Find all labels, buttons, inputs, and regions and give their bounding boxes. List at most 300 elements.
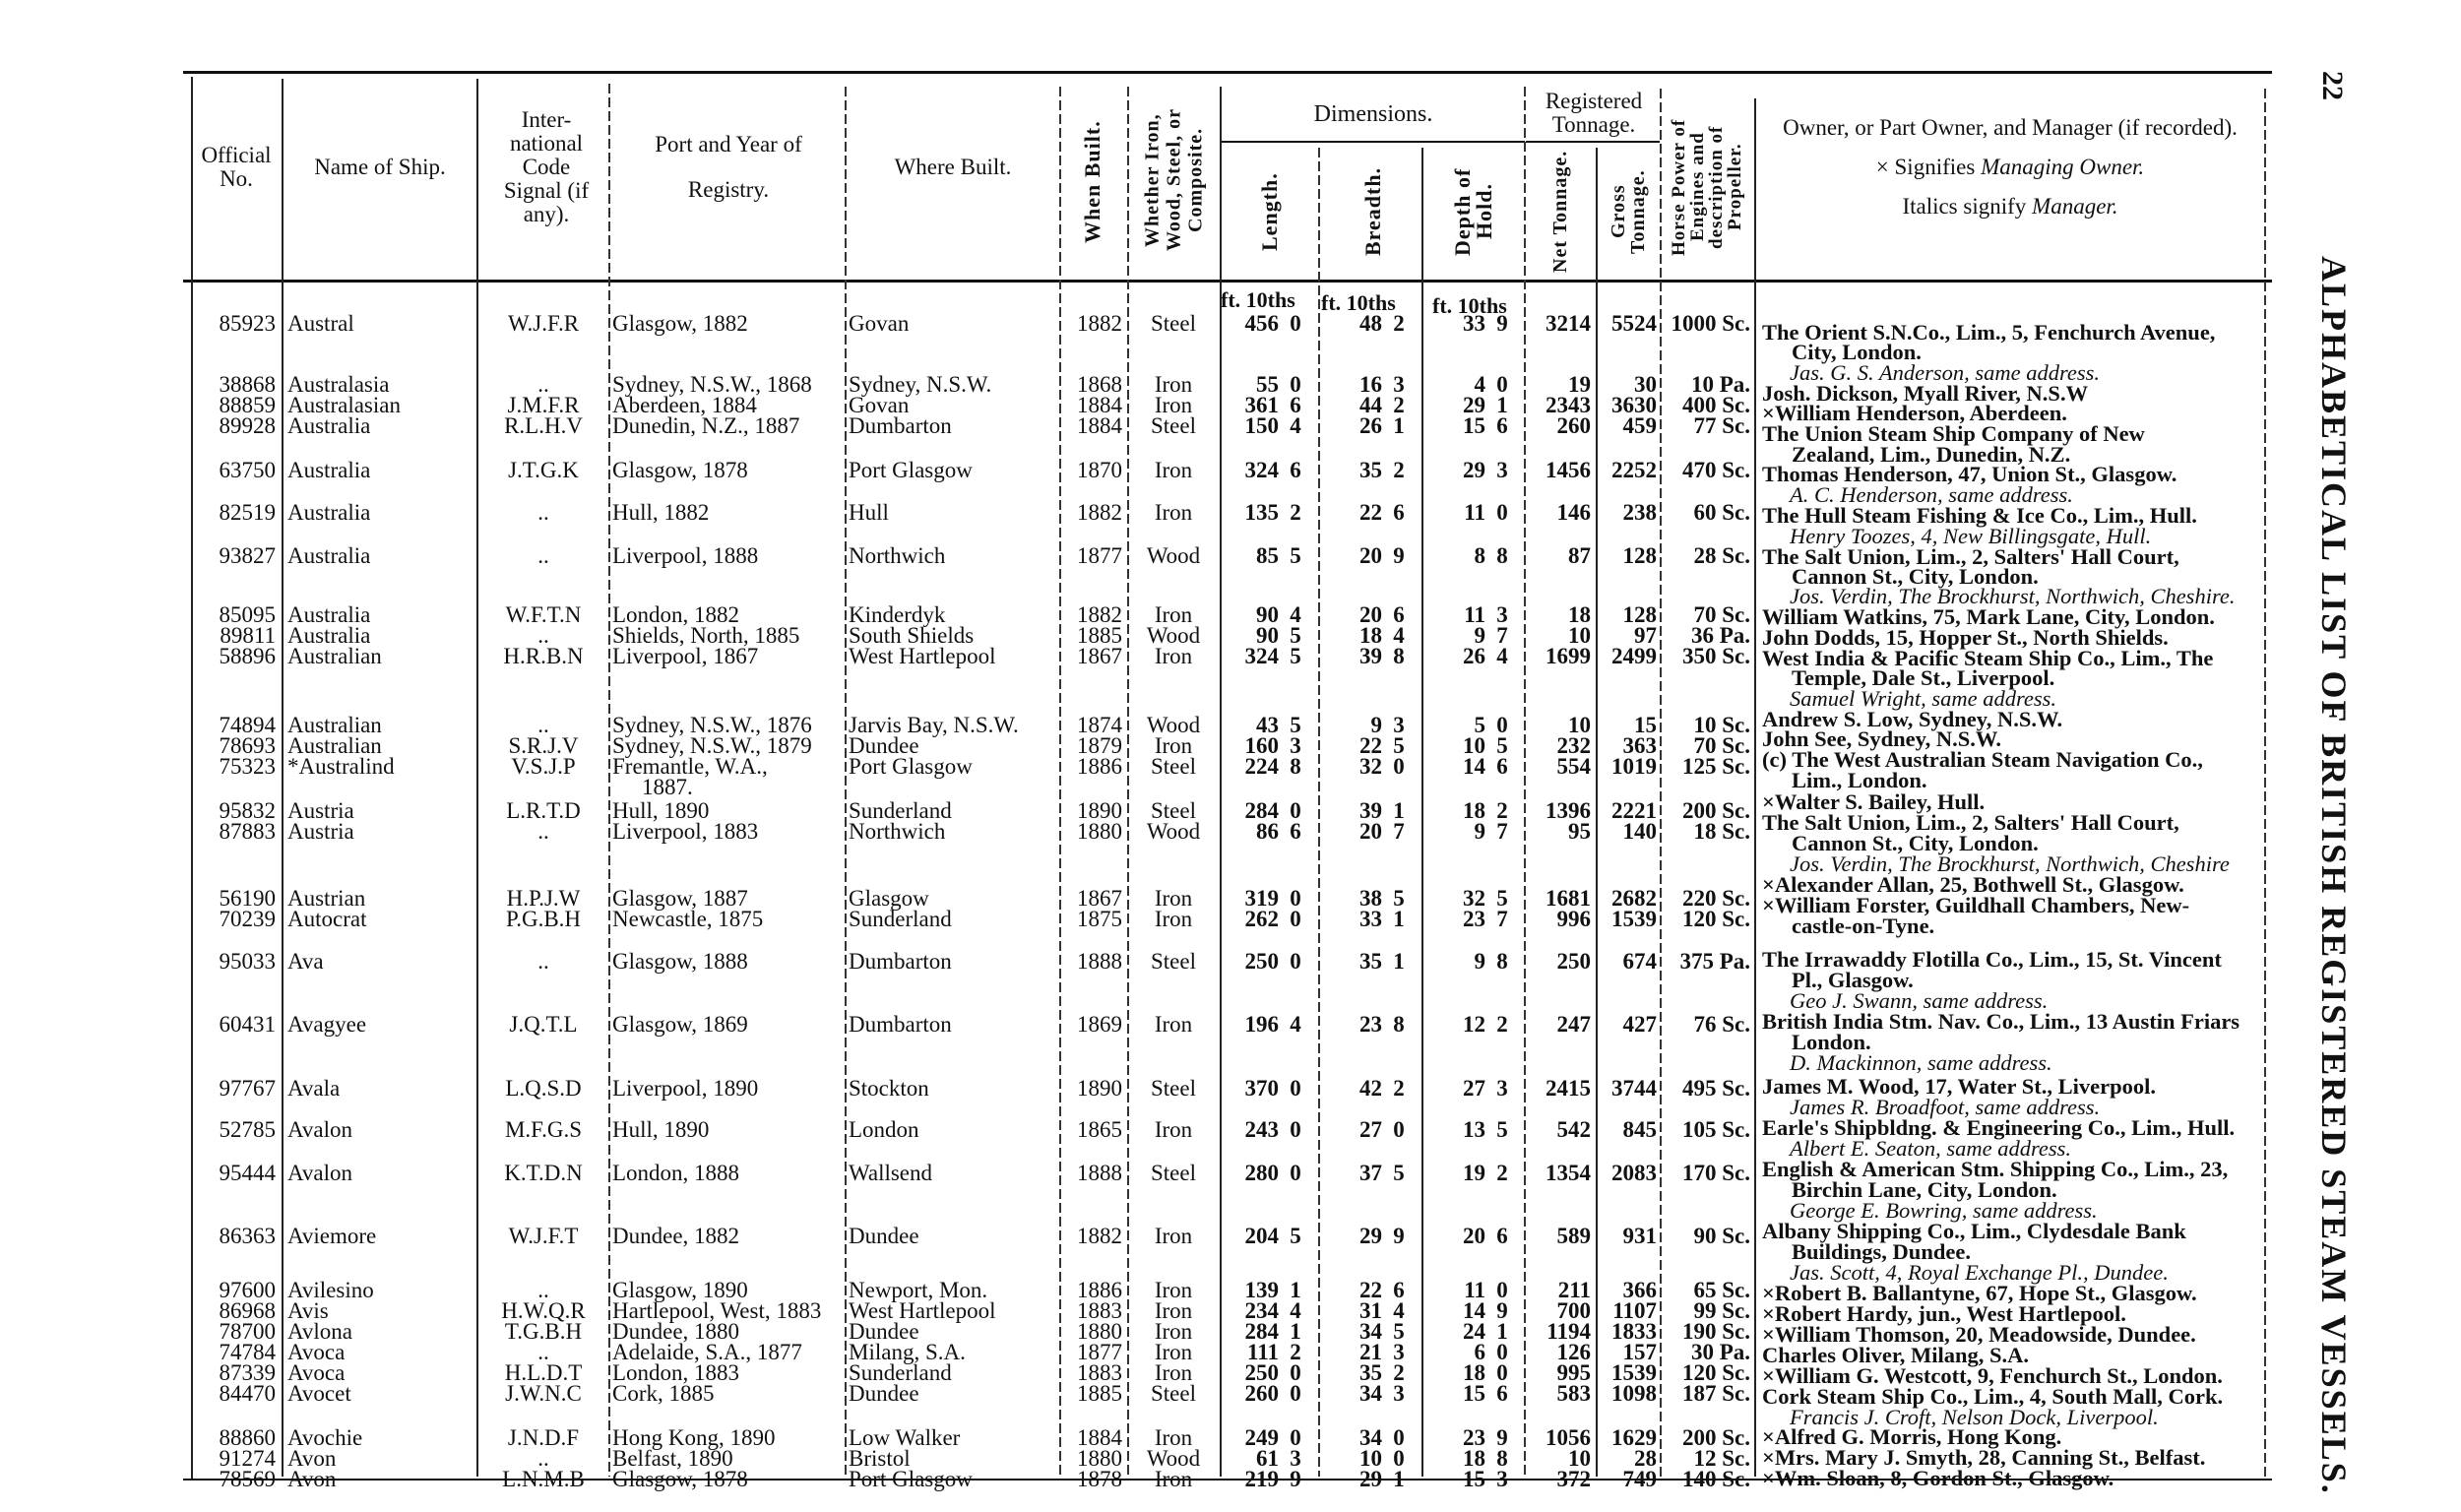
breadth-cell: 20 7	[1359, 819, 1405, 844]
header-horse-power: Horse Power of Engines and description of Propeller.	[1669, 118, 1745, 256]
horse-power-cell: 76 Sc.	[1693, 1012, 1750, 1037]
where-built-cell: Port Glasgow	[849, 1467, 973, 1491]
owner-line: Josh. Dickson, Myall River, N.S.W	[1762, 381, 2089, 406]
horse-power-cell: 65 Sc.	[1693, 1278, 1750, 1302]
horse-power-cell: 99 Sc.	[1693, 1298, 1750, 1323]
where-built-cell: Stockton	[849, 1076, 929, 1101]
code-signal-cell: J.M.F.R	[507, 393, 580, 417]
horse-power-cell: 90 Sc.	[1693, 1224, 1750, 1248]
code-signal-cell: ..	[537, 713, 549, 737]
breadth-cell: 29 1	[1359, 1467, 1405, 1491]
material-cell: Iron	[1154, 1224, 1193, 1248]
owner-line: ×Robert Hardy, jun., West Hartlepool.	[1762, 1301, 2126, 1326]
net-tonnage-cell: 3214	[1546, 311, 1591, 336]
depth-cell: 19 2	[1463, 1161, 1508, 1185]
gross-tonnage-cell: 845	[1622, 1117, 1657, 1142]
when-built-cell: 1879	[1077, 733, 1122, 758]
owner-line: Thomas Henderson, 47, Union St., Glasgow.	[1762, 462, 2177, 486]
port-year-cell: Hull, 1890	[612, 1117, 710, 1142]
length-cell: 43 5	[1256, 713, 1301, 737]
breadth-cell: 23 8	[1359, 1012, 1405, 1037]
ship-name-cell: Avis	[287, 1298, 329, 1323]
owner-line: Charles Oliver, Milang, S.A.	[1762, 1343, 2030, 1367]
owner-line: ×Walter S. Bailey, Hull.	[1762, 789, 1986, 814]
code-signal-cell: L.Q.S.D	[505, 1076, 582, 1101]
owner-line: ×William Henderson, Aberdeen.	[1762, 401, 2067, 425]
ship-name-cell: Avalon	[287, 1161, 353, 1185]
where-built-cell: Northwich	[849, 543, 946, 568]
port-year-cell: London, 1883	[612, 1360, 740, 1385]
port-year-cell: Sydney, N.S.W., 1879	[612, 733, 812, 758]
breadth-cell: 48 2	[1359, 311, 1405, 336]
owner-note-manager: Italics signify Manager.	[1902, 194, 2118, 219]
manager-line: Geo J. Swann, same address.	[1790, 988, 2049, 1013]
gross-tonnage-cell: 427	[1622, 1012, 1657, 1037]
owner-line: Cork Steam Ship Co., Lim., 4, South Mall, Cork.	[1762, 1384, 2224, 1409]
gross-tonnage-cell: 238	[1622, 500, 1657, 525]
where-built-cell: Sunderland	[849, 798, 952, 823]
depth-cell: 18 2	[1463, 798, 1508, 823]
where-built-cell: Dumbarton	[849, 413, 952, 438]
owner-line: ×Alfred G. Morris, Hong Kong.	[1762, 1424, 2062, 1449]
gross-tonnage-cell: 140	[1622, 819, 1657, 844]
length-cell: 262 0	[1244, 907, 1301, 931]
code-signal-cell: W.F.T.N	[505, 602, 582, 627]
col-divider	[476, 79, 478, 1477]
official-no-cell: 87883	[219, 819, 276, 844]
depth-cell: 4 0	[1474, 372, 1508, 397]
length-cell: 456 0	[1244, 311, 1301, 336]
when-built-cell: 1870	[1077, 458, 1122, 482]
horse-power-cell: 220 Sc.	[1682, 886, 1750, 911]
length-cell: 219 9	[1244, 1467, 1301, 1491]
gross-tonnage-cell: 157	[1622, 1340, 1657, 1364]
official-no-cell: 91274	[219, 1446, 276, 1471]
breadth-cell: 9 3	[1370, 713, 1405, 737]
when-built-cell: 1884	[1077, 1425, 1122, 1450]
owner-continuation: castle-on-Tyne.	[1792, 914, 1935, 938]
official-no-cell: 70239	[219, 907, 276, 931]
header-owner	[1754, 113, 2266, 231]
where-built-cell: Dumbarton	[849, 949, 952, 974]
code-signal-cell: ..	[537, 500, 549, 525]
manager-line: D. Mackinnon, same address.	[1790, 1050, 2052, 1075]
official-no-cell: 60431	[219, 1012, 276, 1037]
where-built-cell: Jarvis Bay, N.S.W.	[849, 713, 1019, 737]
ship-name-cell: Avilesino	[287, 1278, 374, 1302]
owner-line: John Dodds, 15, Hopper St., North Shields.	[1762, 625, 2169, 650]
ship-name-cell: Ava	[287, 949, 324, 974]
code-signal-cell: J.T.G.K	[508, 458, 579, 482]
depth-cell: 15 6	[1463, 413, 1508, 438]
header-length: Length.	[1257, 172, 1282, 251]
material-cell: Iron	[1154, 1117, 1193, 1142]
header-breadth: Breadth.	[1360, 166, 1385, 257]
code-signal-cell: K.T.D.N	[504, 1161, 583, 1185]
tonnage-underline	[1526, 141, 1660, 143]
depth-cell: 32 5	[1463, 886, 1508, 911]
owner-line: The Orient S.N.Co., Lim., 5, Fenchurch Avenue,	[1762, 320, 2216, 345]
horse-power-cell: 125 Sc.	[1682, 754, 1750, 779]
port-year-cell: Aberdeen, 1884	[612, 393, 757, 417]
where-built-cell: Northwich	[849, 819, 946, 844]
header-gross: Gross Tonnage.	[1608, 169, 1649, 254]
depth-cell: 15 6	[1463, 1381, 1508, 1406]
horse-power-cell: 70 Sc.	[1693, 602, 1750, 627]
horse-power-cell: 120 Sc.	[1682, 1360, 1750, 1385]
code-signal-cell: S.R.J.V	[508, 733, 579, 758]
header-where-built: Where Built.	[894, 155, 1012, 179]
when-built-cell: 1877	[1077, 543, 1122, 568]
where-built-cell: Govan	[849, 393, 910, 417]
horse-power-cell: 170 Sc.	[1682, 1161, 1750, 1185]
owner-note-managing: × Signifies Managing Owner.	[1875, 155, 2145, 179]
ship-name-cell: Avoca	[287, 1340, 346, 1364]
material-cell: Steel	[1151, 1076, 1196, 1101]
owner-continuation: London.	[1792, 1030, 1871, 1054]
where-built-cell: Sunderland	[849, 1360, 952, 1385]
horse-power-cell: 375 Pa.	[1679, 949, 1750, 974]
material-cell: Iron	[1154, 1319, 1193, 1344]
official-no-cell: 89928	[219, 413, 276, 438]
horse-power-cell: 10 Sc.	[1693, 713, 1750, 737]
gross-tonnage-cell: 674	[1622, 949, 1657, 974]
gross-tonnage-cell: 366	[1622, 1278, 1657, 1302]
gross-tonnage-cell: 459	[1622, 413, 1657, 438]
header-dimensions: Dimensions.	[1313, 101, 1433, 127]
material-cell: Iron	[1154, 907, 1193, 931]
length-cell: 370 0	[1244, 1076, 1301, 1101]
horse-power-cell: 70 Sc.	[1693, 733, 1750, 758]
ship-name-cell: Avon	[287, 1467, 337, 1491]
page-number: 22	[2316, 71, 2349, 100]
where-built-cell: Dundee	[849, 1381, 919, 1406]
manager-line: Henry Toozes, 4, New Billingsgate, Hull.	[1790, 524, 2152, 548]
ship-name-cell: Australia	[287, 458, 371, 482]
where-built-cell: Wallsend	[849, 1161, 933, 1185]
length-cell: 61 3	[1256, 1446, 1301, 1471]
material-cell: Steel	[1151, 1161, 1196, 1185]
breadth-cell: 10 0	[1359, 1446, 1405, 1471]
unit-breadth: ft. 10ths	[1321, 290, 1396, 315]
length-cell: 280 0	[1244, 1161, 1301, 1185]
gross-tonnage-cell: 97	[1634, 623, 1657, 648]
code-signal-cell: ..	[537, 543, 549, 568]
ship-name-cell: Australia	[287, 543, 371, 568]
horse-power-cell: 350 Sc.	[1682, 644, 1750, 668]
col-divider	[1059, 87, 1061, 1477]
depth-cell: 11 0	[1464, 500, 1508, 525]
code-signal-cell: H.L.D.T	[504, 1360, 583, 1385]
official-no-cell: 95444	[219, 1161, 276, 1185]
dimensions-underline	[1220, 141, 1525, 143]
owner-line: ×Mrs. Mary J. Smyth, 28, Canning St., Belfast.	[1762, 1445, 2206, 1470]
gross-tonnage-cell: 30	[1634, 372, 1657, 397]
when-built-cell: 1868	[1077, 372, 1122, 397]
ship-name-cell: Austral	[287, 311, 354, 336]
length-cell: 139 1	[1244, 1278, 1301, 1302]
col-divider	[1596, 148, 1598, 1477]
horse-power-cell: 400 Sc.	[1682, 393, 1750, 417]
official-no-cell: 74784	[219, 1340, 276, 1364]
code-signal-cell: ..	[537, 1278, 549, 1302]
port-year-cell: Dundee, 1880	[612, 1319, 740, 1344]
breadth-cell: 22 6	[1359, 1278, 1405, 1302]
when-built-cell: 1883	[1077, 1360, 1122, 1385]
header-when-built: When Built.	[1080, 120, 1104, 244]
when-built-cell: 1890	[1077, 1076, 1122, 1101]
material-cell: Iron	[1154, 1298, 1193, 1323]
official-no-cell: 85095	[219, 602, 276, 627]
code-signal-cell: V.S.J.P	[511, 754, 576, 779]
net-tonnage-cell: 1194	[1546, 1319, 1591, 1344]
port-year-cell: Liverpool, 1883	[612, 819, 759, 844]
code-signal-cell: L.R.T.D	[506, 798, 581, 823]
owner-line: Albany Shipping Co., Lim., Clydesdale Bank	[1762, 1219, 2186, 1243]
net-tonnage-cell: 10	[1568, 713, 1591, 737]
breadth-cell: 20 9	[1359, 543, 1405, 568]
net-tonnage-cell: 372	[1556, 1467, 1591, 1491]
depth-cell: 9 7	[1474, 623, 1508, 648]
length-cell: 90 4	[1256, 602, 1301, 627]
length-cell: 324 5	[1244, 644, 1301, 668]
when-built-cell: 1869	[1077, 1012, 1122, 1037]
top-rule	[183, 71, 2272, 74]
when-built-cell: 1883	[1077, 1298, 1122, 1323]
code-signal-cell: M.F.G.S	[504, 1117, 583, 1142]
ship-name-cell: Austria	[287, 798, 354, 823]
manager-line: Jas. G. S. Anderson, same address.	[1790, 360, 2100, 385]
ship-name-cell: Avalon	[287, 1117, 353, 1142]
where-built-cell: Dundee	[849, 1224, 919, 1248]
depth-cell: 11 0	[1464, 1278, 1508, 1302]
horse-power-cell: 140 Sc.	[1682, 1467, 1750, 1491]
where-built-cell: Hull	[849, 500, 889, 525]
code-signal-cell: H.P.J.W	[506, 886, 581, 911]
port-year-cell: Glasgow, 1869	[612, 1012, 748, 1037]
length-cell: 249 0	[1244, 1425, 1301, 1450]
when-built-cell: 1886	[1077, 754, 1122, 779]
owner-line: ×William Thomson, 20, Meadowside, Dundee.	[1762, 1322, 2196, 1347]
owner-line: William Watkins, 75, Mark Lane, City, London.	[1762, 604, 2215, 629]
port-year-cell: Hong Kong, 1890	[612, 1425, 776, 1450]
gross-tonnage-cell: 3630	[1611, 393, 1657, 417]
net-tonnage-cell: 583	[1556, 1381, 1591, 1406]
net-tonnage-cell: 87	[1568, 543, 1591, 568]
when-built-cell: 1882	[1077, 500, 1122, 525]
col-divider	[1127, 87, 1129, 1477]
col-divider	[1421, 148, 1423, 1477]
net-tonnage-cell: 995	[1556, 1360, 1591, 1385]
port-year-cell: Sydney, N.S.W., 1868	[612, 372, 812, 397]
horse-power-cell: 60 Sc.	[1693, 500, 1750, 525]
when-built-cell: 1885	[1077, 1381, 1122, 1406]
code-signal-cell: W.J.F.R	[507, 311, 580, 336]
gross-tonnage-cell: 1629	[1611, 1425, 1657, 1450]
horse-power-cell: 10 Pa.	[1690, 372, 1750, 397]
material-cell: Wood	[1146, 543, 1201, 568]
code-signal-cell: ..	[537, 1340, 549, 1364]
header-depth: Depth of Hold.	[1450, 167, 1496, 256]
breadth-cell: 34 0	[1359, 1425, 1405, 1450]
horse-power-cell: 18 Sc.	[1693, 819, 1750, 844]
manager-line: James R. Broadfoot, same address.	[1790, 1095, 2101, 1119]
material-cell: Iron	[1154, 733, 1193, 758]
port-year-cell: Liverpool, 1890	[612, 1076, 759, 1101]
material-cell: Wood	[1146, 713, 1201, 737]
material-cell: Wood	[1146, 819, 1201, 844]
official-no-cell: 52785	[219, 1117, 276, 1142]
net-tonnage-cell: 18	[1568, 602, 1591, 627]
owner-line: ×Wm. Sloan, 8, Gordon St., Glasgow.	[1762, 1466, 2114, 1490]
length-cell: 86 6	[1256, 819, 1301, 844]
horse-power-cell: 120 Sc.	[1682, 907, 1750, 931]
where-built-cell: Milang, S.A.	[849, 1340, 966, 1364]
code-signal-cell: ..	[537, 1446, 549, 1471]
when-built-cell: 1890	[1077, 798, 1122, 823]
owner-line: ×William G. Westcott, 9, Fenchurch St., London.	[1762, 1363, 2223, 1388]
manager-line: Jos. Verdin, The Brockhurst, Northwich, Cheshire.	[1790, 584, 2236, 608]
net-tonnage-cell: 1396	[1546, 798, 1591, 823]
length-cell: 55 0	[1256, 372, 1301, 397]
where-built-cell: West Hartlepool	[849, 1298, 996, 1323]
port-year-cell: Hull, 1890	[612, 798, 710, 823]
header-name-of-ship: Name of Ship.	[314, 155, 446, 179]
gross-tonnage-cell: 5524	[1611, 311, 1657, 336]
owner-line: Andrew S. Low, Sydney, N.S.W.	[1762, 707, 2063, 731]
when-built-cell: 1882	[1077, 1224, 1122, 1248]
when-built-cell: 1884	[1077, 413, 1122, 438]
breadth-cell: 35 2	[1359, 458, 1405, 482]
breadth-cell: 34 3	[1359, 1381, 1405, 1406]
col-divider	[2264, 89, 2266, 1477]
horse-power-cell: 470 Sc.	[1682, 458, 1750, 482]
breadth-cell: 27 0	[1359, 1117, 1405, 1142]
breadth-cell: 22 6	[1359, 500, 1405, 525]
owner-line: ×Robert B. Ballantyne, 67, Hope St., Glasgow.	[1762, 1281, 2197, 1305]
breadth-cell: 38 5	[1359, 886, 1405, 911]
gross-tonnage-cell: 3744	[1611, 1076, 1657, 1101]
material-cell: Iron	[1154, 1340, 1193, 1364]
port-year-cell: Glasgow, 1878	[612, 458, 748, 482]
official-no-cell: 82519	[219, 500, 276, 525]
material-cell: Iron	[1154, 886, 1193, 911]
net-tonnage-cell: 589	[1556, 1224, 1591, 1248]
gross-tonnage-cell: 1107	[1612, 1298, 1657, 1323]
manager-line: Albert E. Seaton, same address.	[1790, 1136, 2072, 1161]
code-signal-cell: R.L.H.V	[504, 413, 583, 438]
gross-tonnage-cell: 1019	[1611, 754, 1657, 779]
horse-power-cell: 1000 Sc.	[1671, 311, 1750, 336]
port-year-cell: Belfast, 1890	[612, 1446, 733, 1471]
col-divider	[608, 84, 610, 1477]
net-tonnage-cell: 1456	[1546, 458, 1591, 482]
where-built-cell: Dundee	[849, 733, 919, 758]
material-cell: Iron	[1154, 1467, 1193, 1491]
breadth-cell: 18 4	[1359, 623, 1405, 648]
material-cell: Wood	[1146, 623, 1201, 648]
net-tonnage-cell: 211	[1557, 1278, 1591, 1302]
code-signal-cell: T.G.B.H	[504, 1319, 583, 1344]
breadth-cell: 26 1	[1359, 413, 1405, 438]
horse-power-cell: 12 Sc.	[1693, 1446, 1750, 1471]
owner-line: The Salt Union, Lim., 2, Salters' Hall Court,	[1762, 810, 2179, 835]
code-signal-cell: ..	[537, 949, 549, 974]
length-cell: 260 0	[1244, 1381, 1301, 1406]
breadth-cell: 37 5	[1359, 1161, 1405, 1185]
official-no-cell: 58896	[219, 644, 276, 668]
official-no-cell: 97600	[219, 1278, 276, 1302]
owner-line: (c) The West Australian Steam Navigation Co.,	[1762, 747, 2203, 772]
header-official-no: Official No.	[201, 143, 272, 191]
ship-name-cell: Austria	[287, 819, 354, 844]
official-no-cell: 93827	[219, 543, 276, 568]
port-year-cell: Glasgow, 1888	[612, 949, 748, 974]
when-built-cell: 1888	[1077, 949, 1122, 974]
net-tonnage-cell: 700	[1556, 1298, 1591, 1323]
gross-tonnage-cell: 28	[1634, 1446, 1657, 1471]
ship-name-cell: Austrian	[287, 886, 366, 911]
gross-tonnage-cell: 2252	[1611, 458, 1657, 482]
official-no-cell: 95033	[219, 949, 276, 974]
ship-name-cell: Australia	[287, 602, 371, 627]
gross-tonnage-cell: 1539	[1611, 907, 1657, 931]
gross-tonnage-cell: 128	[1622, 602, 1657, 627]
where-built-cell: Dumbarton	[849, 1012, 952, 1037]
page-title: ALPHABETICAL LIST OF BRITISH REGISTERED STEAM VESSELS.	[2314, 256, 2354, 1495]
gross-tonnage-cell: 2682	[1611, 886, 1657, 911]
code-signal-cell: J.W.N.C	[505, 1381, 582, 1406]
unit-length: ft. 10ths	[1221, 287, 1295, 312]
official-no-cell: 97767	[219, 1076, 276, 1101]
owner-line: ×William Forster, Guildhall Chambers, New-	[1762, 893, 2190, 917]
when-built-cell: 1880	[1077, 819, 1122, 844]
when-built-cell: 1877	[1077, 1340, 1122, 1364]
owner-line: British India Stm. Nav. Co., Lim., 13 Austin Friars	[1762, 1009, 2240, 1034]
where-built-cell: Port Glasgow	[849, 754, 973, 779]
net-tonnage-cell: 146	[1556, 500, 1591, 525]
official-no-cell: 78693	[219, 733, 276, 758]
official-no-cell: 87339	[219, 1360, 276, 1385]
where-built-cell: Sydney, N.S.W.	[849, 372, 992, 397]
ship-name-cell: Australia	[287, 413, 371, 438]
owner-continuation: Cannon St., City, London.	[1792, 831, 2039, 855]
ship-name-cell: Autocrat	[287, 907, 367, 931]
material-cell: Iron	[1154, 1360, 1193, 1385]
gross-tonnage-cell: 1833	[1611, 1319, 1657, 1344]
material-cell: Steel	[1151, 754, 1196, 779]
depth-cell: 29 3	[1463, 458, 1508, 482]
breadth-cell: 35 1	[1359, 949, 1405, 974]
header-material: Whether Iron, Wood, Steel, or Composite.	[1141, 108, 1207, 252]
manager-line: Jas. Scott, 4, Royal Exchange Pl., Dundee.	[1790, 1260, 2169, 1285]
official-no-cell: 63750	[219, 458, 276, 482]
material-cell: Iron	[1154, 458, 1193, 482]
depth-cell: 8 8	[1474, 543, 1508, 568]
ship-name-cell: Australian	[287, 733, 382, 758]
depth-cell: 24 1	[1463, 1319, 1508, 1344]
gross-tonnage-cell: 2083	[1611, 1161, 1657, 1185]
when-built-cell: 1878	[1077, 1467, 1122, 1491]
port-year-cell: Hartlepool, West, 1883	[612, 1298, 822, 1323]
port-year-cell: Dunedin, N.Z., 1887	[612, 413, 800, 438]
depth-cell: 23 7	[1463, 907, 1508, 931]
port-year-cell: Dundee, 1882	[612, 1224, 740, 1248]
official-no-cell: 86968	[219, 1298, 276, 1323]
material-cell: Steel	[1151, 1381, 1196, 1406]
depth-cell: 26 4	[1463, 644, 1508, 668]
breadth-cell: 34 5	[1359, 1319, 1405, 1344]
